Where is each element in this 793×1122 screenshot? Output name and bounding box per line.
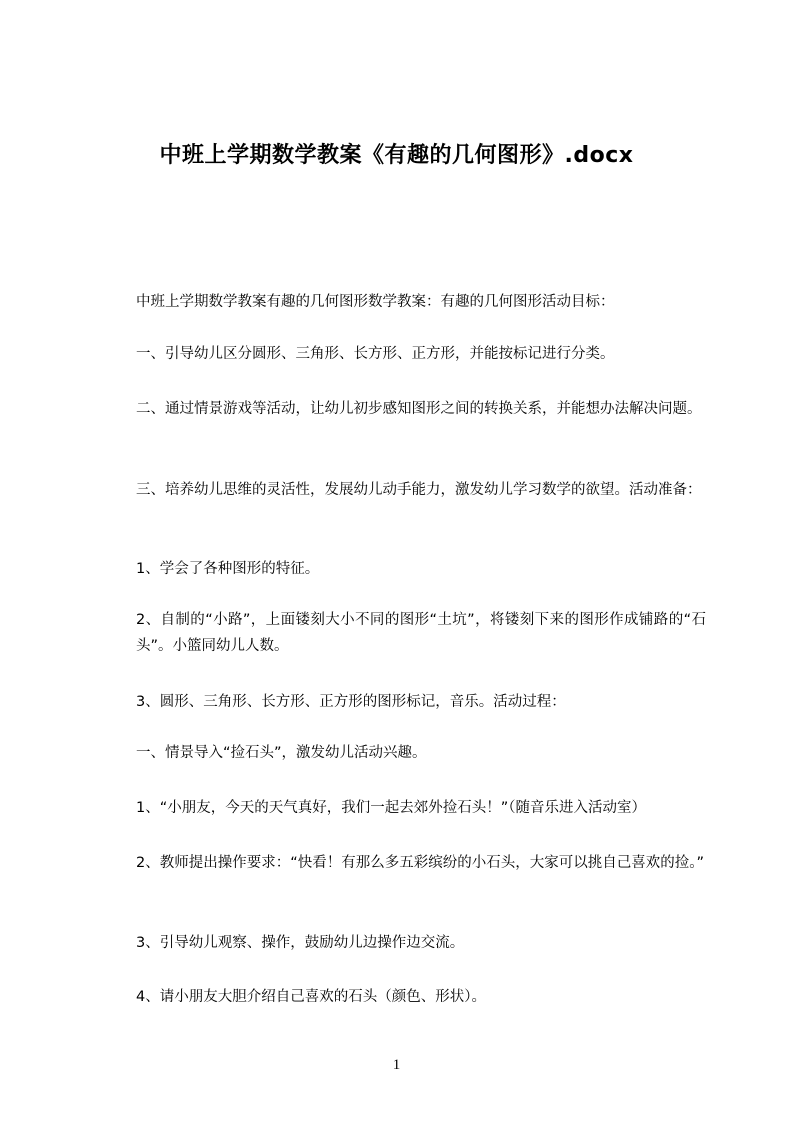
- paragraph-prep-2: 2、自制的“小路”，上面镂刻大小不同的图形“土坑”，将镂刻下来的图形作成铺路的“石头”。小篮同幼儿人数。: [136, 612, 706, 654]
- paragraph-goal-3: 三、培养幼儿思维的灵活性，发展幼儿动手能力，激发幼儿学习数学的欲望。活动准备：: [136, 482, 702, 498]
- page-number: 1: [392, 1057, 401, 1073]
- paragraph-goal-1: 一、引导幼儿区分圆形、三角形、长方形、正方形，并能按标记进行分类。: [136, 346, 615, 362]
- paragraph-process-1: 一、情景导入“捡石头”，激发幼儿活动兴趣。: [136, 745, 427, 761]
- paragraph-prep-1: 1、学会了各种图形的特征。: [136, 561, 320, 577]
- paragraph-process-1-4: 4、请小朋友大胆介绍自己喜欢的石头（颜色、形状）。: [136, 989, 486, 1005]
- paragraph-process-1-2: 2、教师提出操作要求：“快看！有那么多五彩缤纷的小石头，大家可以挑自己喜欢的捡。”: [136, 855, 704, 871]
- paragraph-goal-2: 二、通过情景游戏等活动，让幼儿初步感知图形之间的转换关系，并能想办法解决问题。: [136, 401, 702, 417]
- paragraph-intro: 中班上学期数学教案有趣的几何图形数学教案：有趣的几何图形活动目标：: [136, 294, 615, 310]
- paragraph-prep-3: 3、圆形、三角形、长方形、正方形的图形标记，音乐。活动过程：: [136, 694, 566, 710]
- paragraph-process-1-1: 1、“小朋友，今天的天气真好，我们一起去郊外捡石头！”（随音乐进入活动室）: [136, 800, 646, 816]
- document-title: 中班上学期数学教案《有趣的几何图形》.docx: [159, 143, 634, 168]
- paragraph-process-1-3: 3、引导幼儿观察、操作，鼓励幼儿边操作边交流。: [136, 935, 465, 951]
